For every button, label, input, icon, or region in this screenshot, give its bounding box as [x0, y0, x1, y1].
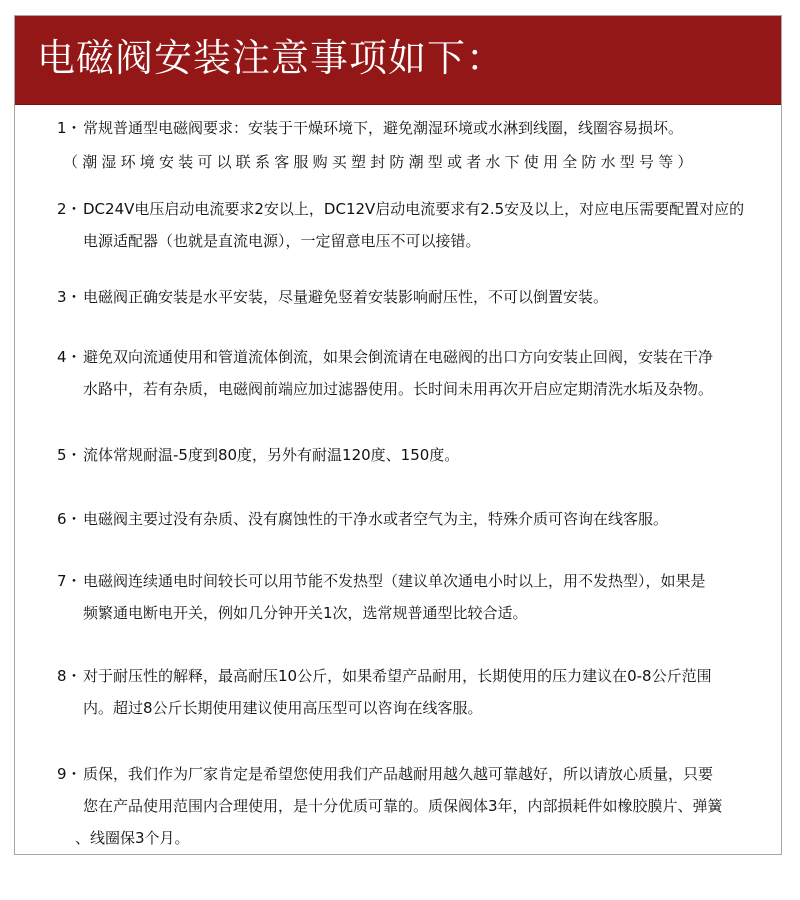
item-text: 常规普通型电磁阀要求：安装于干燥环境下，避免潮湿环境或水淋到线圈，线圈容易损坏。	[83, 119, 684, 137]
item-number: 6・	[57, 510, 82, 528]
item-text: 电磁阀正确安装是水平安装，尽量避免竖着安装影响耐压性，不可以倒置安装。	[83, 288, 609, 306]
item-text: 流体常规耐温-5度到80度，另外有耐温120度、150度。	[83, 446, 460, 464]
item-number: 8・	[57, 667, 82, 685]
item-text: 电磁阀连续通电时间较长可以用节能不发热型（建议单次通电小时以上，用不发热型），如果是	[83, 572, 706, 590]
item-text: 内。超过8公斤长期使用建议使用高压型可以咨询在线客服。	[83, 699, 483, 717]
item-number: 4・	[57, 348, 82, 366]
note-text: （潮湿环境安装可以联系客服购买塑封防潮型或者水下使用全防水型号等）	[63, 153, 697, 171]
item-text: 、线圈保3个月。	[75, 829, 190, 847]
item-number: 3・	[57, 288, 82, 306]
item-text: 电磁阀主要过没有杂质、没有腐蚀性的干净水或者空气为主，特殊介质可咨询在线客服。	[83, 510, 669, 528]
item-text: 质保，我们作为厂家肯定是希望您使用我们产品越耐用越久越可靠越好，所以请放心质量，只要	[83, 765, 714, 783]
item-number: 5・	[57, 446, 82, 464]
item-number: 9・	[57, 765, 82, 783]
item-text: DC24V电压启动电流要求2安以上，DC12V启动电流要求有2.5安及以上，对应电压需要配置对应的	[83, 200, 745, 218]
notice-panel	[14, 15, 782, 855]
item-text: 电源适配器（也就是直流电源），一定留意电压不可以接错。	[83, 232, 481, 250]
item-text: 对于耐压性的解释，最高耐压10公斤，如果希望产品耐用，长期使用的压力建议在0-8公斤范围	[83, 667, 712, 685]
item-number: 1・	[57, 119, 82, 137]
item-text: 您在产品使用范围内合理使用，是十分优质可靠的。质保阀体3年，内部损耗件如橡胶膜片、弹簧	[83, 797, 723, 815]
page-title: 电磁阀安装注意事项如下：	[37, 36, 506, 80]
item-number: 7・	[57, 572, 82, 590]
item-text: 避免双向流通使用和管道流体倒流，如果会倒流请在电磁阀的出口方向安装止回阀，安装在干净	[83, 348, 714, 366]
instruction-list	[15, 16, 781, 854]
item-text: 频繁通电断电开关，例如几分钟开关1次，选常规普通型比较合适。	[83, 604, 528, 622]
item-number: 2・	[57, 200, 82, 218]
item-text: 水路中，若有杂质，电磁阀前端应加过滤器使用。长时间未用再次开启应定期清洗水垢及杂物。	[83, 380, 714, 398]
